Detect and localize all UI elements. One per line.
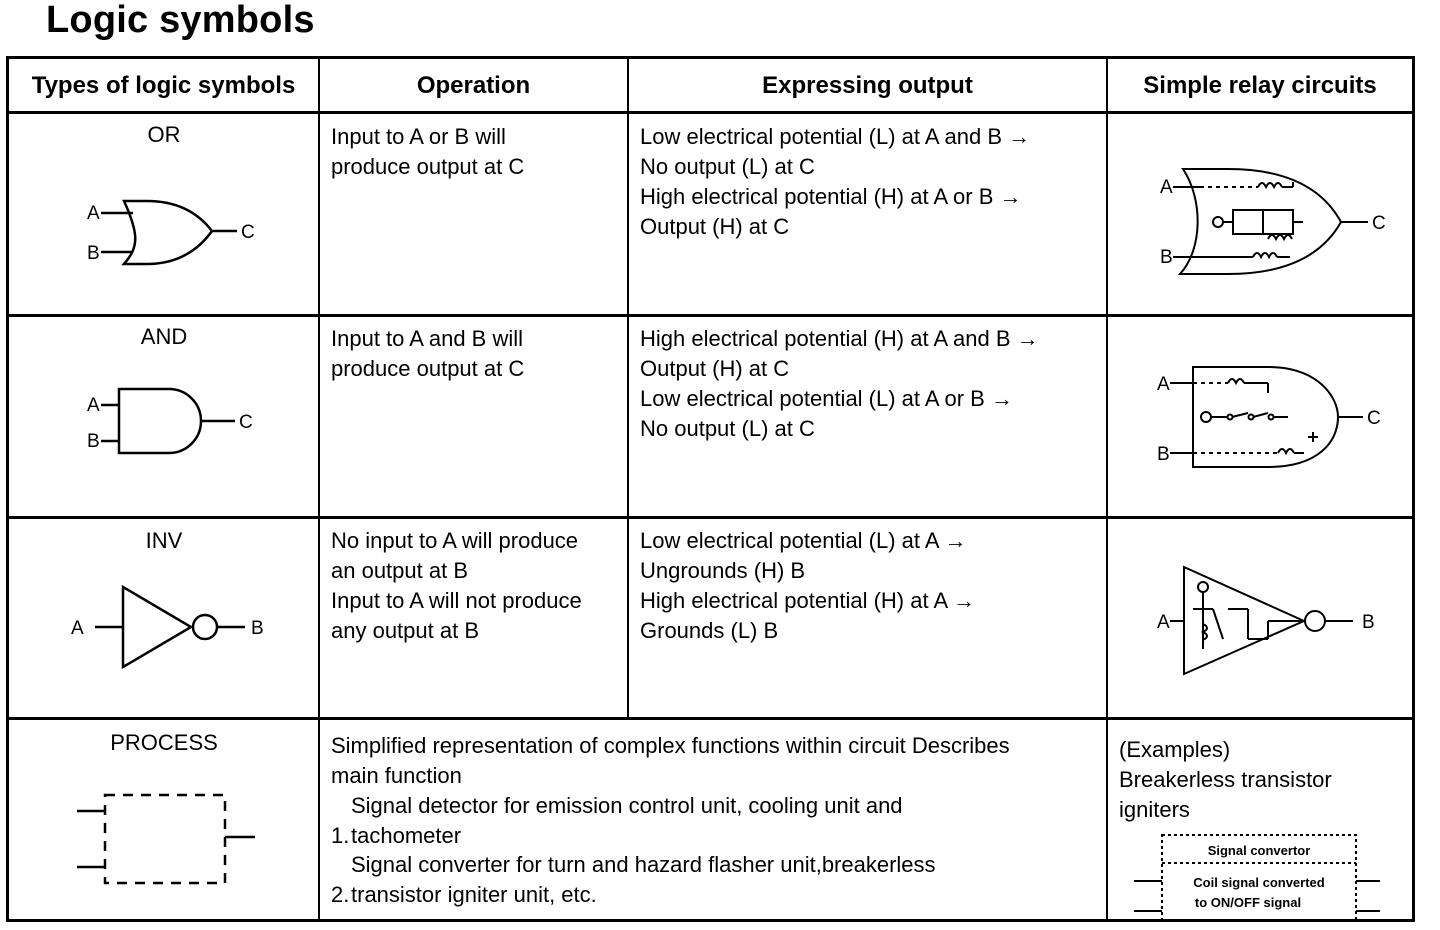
header-expressing-output: Expressing output [762, 72, 973, 99]
symbol-label-process: PROCESS [110, 730, 218, 755]
converter-title: Signal convertor [1207, 843, 1311, 858]
or-relay-pin-a: A [1160, 177, 1173, 198]
header-operation: Operation [416, 72, 531, 99]
symbol-label-or: OR [147, 122, 181, 147]
output-or: Low electrical potential (L) at A and B → No output (L) at C High electrical potential (H) at A or B → Output (H) at C [640, 124, 1031, 239]
inv-relay-circuit-icon [1108, 519, 1412, 719]
process-description: Simplified representation of complex functions within circuit Describes main function [331, 733, 1010, 788]
list-text: Signal converter for turn and hazard flasher unit,breakerless transistor igniter unit, etc. [351, 852, 936, 907]
and-pin-c: C [239, 412, 253, 433]
or-relay-pin-c: C [1372, 213, 1386, 234]
converter-line-2: to ON/OFF signal [1194, 895, 1302, 910]
symbol-label-and: AND [140, 324, 188, 349]
page-title: Logic symbols [46, 0, 315, 41]
or-pin-a: A [87, 203, 100, 224]
list-number: 1. [331, 823, 350, 848]
or-pin-c: C [241, 222, 255, 243]
and-relay-circuit-icon [1108, 317, 1412, 517]
or-relay-pin-b: B [1160, 247, 1173, 268]
or-relay-circuit-icon [1108, 114, 1412, 314]
signal-converter-icon [1108, 719, 1412, 925]
examples-heading: (Examples) [1119, 737, 1231, 762]
operation-or: Input to A or B will produce output at C [331, 124, 525, 179]
inv-relay-pin-a: A [1157, 612, 1170, 633]
operation-and: Input to A and B will produce output at C [331, 326, 525, 381]
and-pin-a: A [87, 395, 100, 416]
or-pin-b: B [87, 243, 100, 264]
list-text: Signal detector for emission control unit, cooling unit and tachometer [351, 793, 903, 848]
output-inv: Low electrical potential (L) at A → Ungrounds (H) B High electrical potential (H) at A → Grounds (L) B [640, 528, 976, 643]
process-list-item-2 [331, 850, 936, 910]
and-pin-b: B [87, 431, 100, 452]
and-relay-pin-b: B [1157, 444, 1170, 465]
symbol-label-inv: INV [145, 528, 183, 553]
output-and: High electrical potential (H) at A and B → Output (H) at C Low electrical potential (L) at A or B → No output (L) at C [640, 326, 1039, 441]
and-relay-pin-c: C [1367, 408, 1381, 429]
header-simple-relay-circuits: Simple relay circuits [1143, 72, 1377, 99]
inv-pin-a: A [71, 618, 84, 639]
inv-relay-pin-b: B [1362, 612, 1375, 633]
converter-line-1: Coil signal converted [1193, 875, 1325, 890]
examples-text: Breakerless transistor igniters [1119, 767, 1332, 822]
process-block-icon [9, 59, 318, 925]
header-types: Types of logic symbols [31, 72, 296, 99]
and-relay-pin-a: A [1157, 374, 1170, 395]
logic-symbols-table [6, 56, 1415, 922]
column-divider [318, 59, 320, 919]
column-divider [627, 59, 629, 719]
inv-pin-b: B [251, 618, 264, 639]
list-number: 2. [331, 882, 350, 907]
operation-inv: No input to A will produce an output at B Input to A will not produce any output at B [331, 528, 582, 643]
process-list-item-1 [331, 791, 903, 851]
